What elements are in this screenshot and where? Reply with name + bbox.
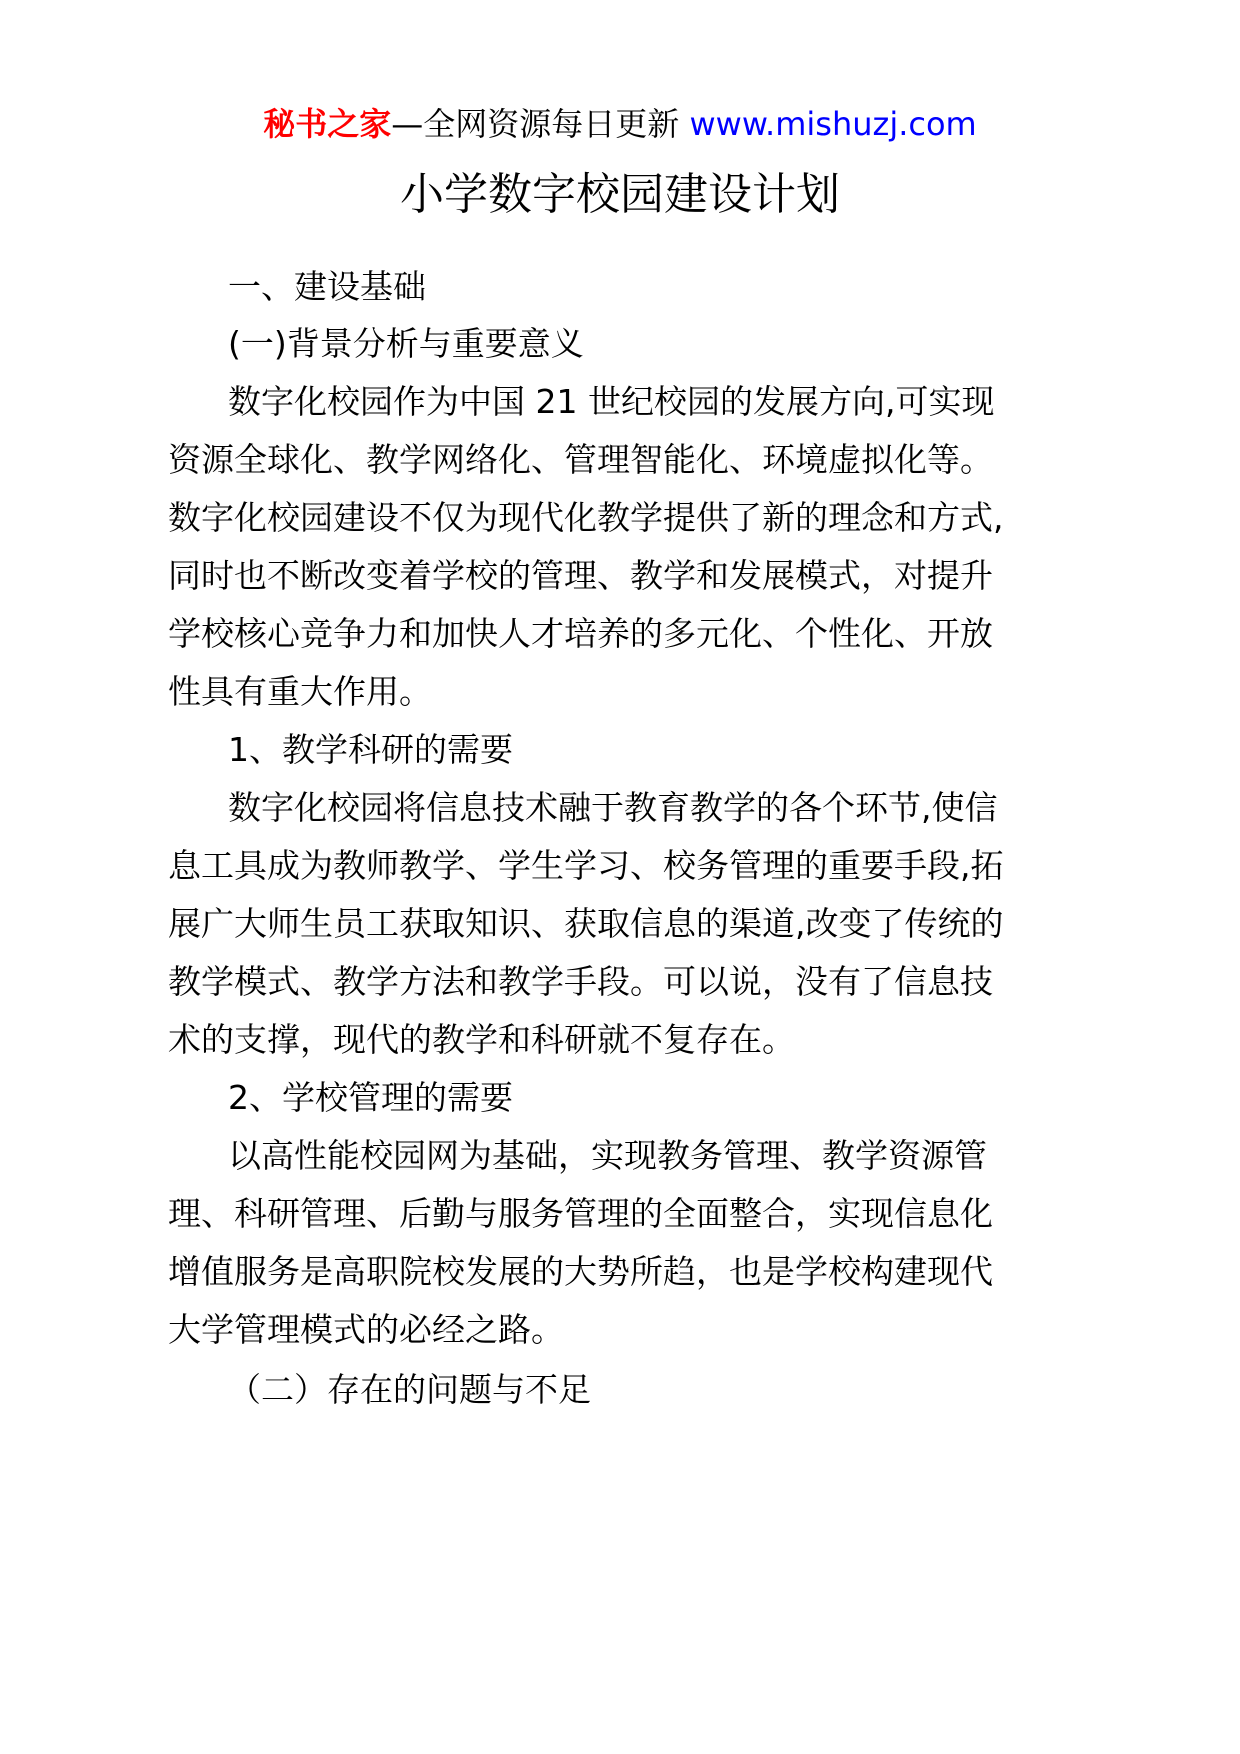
paragraph-1-line-2: 资源全球化、教学网络化、管理智能化、环境虚拟化等。 (168, 440, 993, 479)
paragraph-3-line-2: 理、科研管理、后勤与服务管理的全面整合，实现信息化 (168, 1194, 993, 1233)
paragraph-2-line-2: 息工具成为教师教学、学生学习、校务管理的重要手段,拓 (168, 846, 1004, 885)
paragraph-3-line-3: 增值服务是高职院校发展的大势所趋，也是学校构建现代 (168, 1252, 993, 1291)
paragraph-1-line-6: 性具有重大作用。 (168, 672, 432, 711)
item-heading-2: 2、学校管理的需要 (228, 1078, 513, 1117)
site-header (0, 100, 1240, 148)
section-heading-1: 一、建设基础 (228, 267, 426, 306)
item-heading-1: 1、教学科研的需要 (228, 730, 513, 769)
brand-name: 秘书之家 (263, 105, 392, 143)
paragraph-2-line-3: 展广大师生员工获取知识、获取信息的渠道,改变了传统的 (168, 904, 1004, 943)
paragraph-1-line-4: 同时也不断改变着学校的管理、教学和发展模式，对提升 (168, 556, 993, 595)
paragraph-3-line-1: 以高性能校园网为基础，实现教务管理、教学资源管 (228, 1136, 987, 1175)
subsection-heading-2: （二）存在的问题与不足 (228, 1370, 591, 1409)
site-url-link[interactable]: www.mishuzj.com (689, 105, 977, 143)
header-slogan: —全网资源每日更新 (391, 105, 690, 143)
subsection-heading-1: (一)背景分析与重要意义 (228, 324, 584, 363)
paragraph-2-line-5: 术的支撑，现代的教学和科研就不复存在。 (168, 1020, 795, 1059)
paragraph-3-line-4: 大学管理模式的必经之路。 (168, 1310, 564, 1349)
document-title: 小学数字校园建设计划 (400, 169, 840, 220)
paragraph-1-line-5: 学校核心竞争力和加快人才培养的多元化、个性化、开放 (168, 614, 993, 653)
paragraph-2-line-4: 教学模式、教学方法和教学手段。可以说，没有了信息技 (168, 962, 993, 1001)
paragraph-1-line-3: 数字化校园建设不仅为现代化教学提供了新的理念和方式, (168, 498, 1004, 537)
paragraph-1-line-1: 数字化校园作为中国 21 世纪校园的发展方向,可实现 (228, 382, 995, 421)
paragraph-2-line-1: 数字化校园将信息技术融于教育教学的各个环节,使信 (228, 788, 998, 827)
